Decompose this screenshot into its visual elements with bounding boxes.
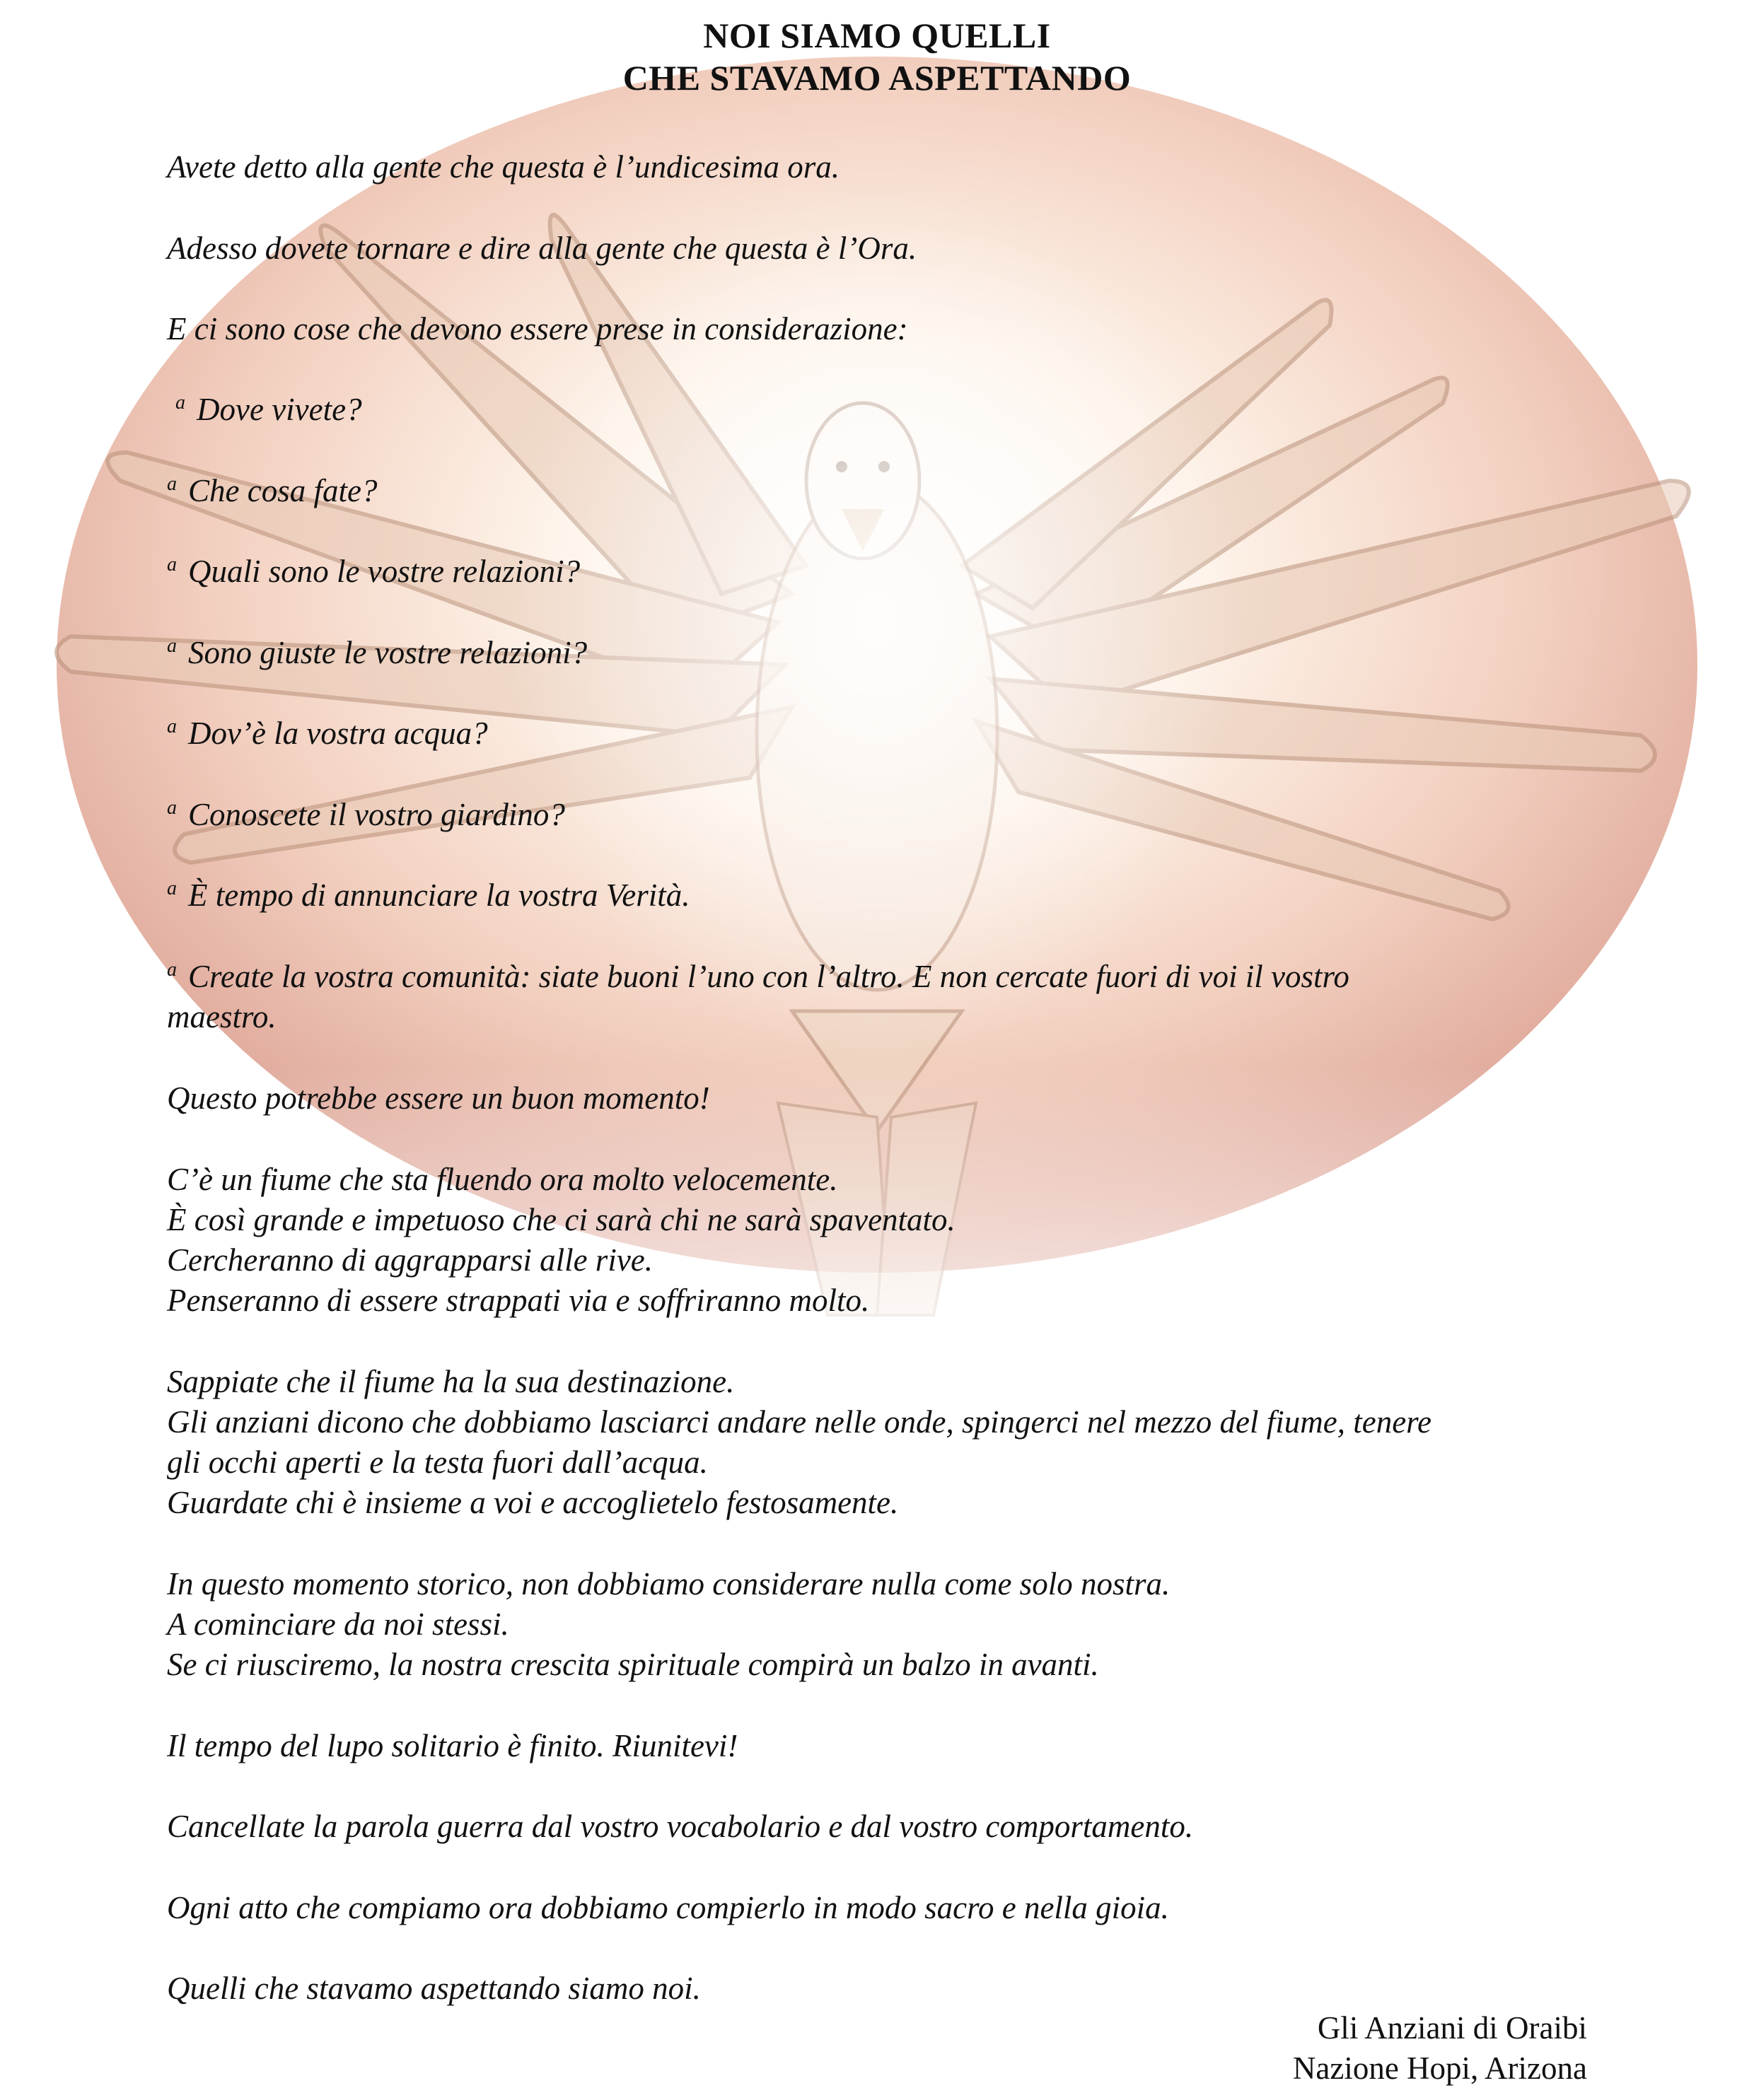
line: Ogni atto che compiamo ora dobbiamo compierlo in modo sacro e nella gioia. (167, 1890, 1169, 1925)
bullet-marker: a (175, 392, 185, 414)
signature-line-2: Nazione Hopi, Arizona (1292, 2051, 1587, 2086)
line: Gli anziani dicono che dobbiamo lasciarci andare nelle onde, spingerci nel mezzo del fiume, tenere (167, 1404, 1431, 1440)
bullet-marker: a (167, 959, 177, 981)
list-item (167, 471, 1596, 515)
line: In questo momento storico, non dobbiamo considerare nulla come solo nostra. (167, 1566, 1171, 1602)
list-item (167, 957, 1596, 1001)
list-item (167, 875, 1596, 920)
line: Il tempo del lupo solitario è finito. Riunitevi! (167, 1728, 738, 1763)
line: Guardate chi è insieme a voi e accoglietelo festosamente. (167, 1485, 899, 1520)
bullet-marker: a (167, 797, 177, 819)
line: Se ci riusciremo, la nostra crescita spirituale compirà un balzo in avanti. (167, 1647, 1099, 1682)
list-item-text: Conoscete il vostro giardino? (188, 797, 565, 832)
line: Cancellate la parola guerra dal vostro vocabolario e dal vostro comportamento. (167, 1809, 1194, 1844)
paragraph: Avete detto alla gente che questa è l’undicesima ora. (167, 149, 840, 185)
line: Quelli che stavamo aspettando siamo noi. (167, 1971, 701, 2006)
bullet-marker: a (167, 473, 177, 495)
list-item (167, 795, 1596, 839)
bullet-marker: a (167, 877, 177, 899)
paragraph: Adesso dovete tornare e dire alla gente che questa è l’Ora. (167, 231, 917, 266)
page-title-line-1: NOI SIAMO QUELLI (703, 16, 1051, 55)
line: gli occhi aperti e la testa fuori dall’acqua. (167, 1445, 708, 1480)
line: Cercheranno di aggrapparsi alle rive. (167, 1242, 654, 1278)
bullet-marker: a (167, 635, 177, 657)
list-item (167, 713, 1596, 758)
page-title-line-2: CHE STAVAMO ASPETTANDO (622, 58, 1132, 98)
paragraph: E ci sono cose che devono essere prese in considerazione: (167, 311, 908, 346)
list-item-text: Dove vivete? (197, 392, 362, 427)
list-item-text: Create la vostra comunità: siate buoni l’uno con l’altro. E non cercate fuori di voi il vostro (188, 959, 1349, 994)
line: Questo potrebbe essere un buon momento! (167, 1080, 710, 1116)
bullet-marker: a (167, 554, 177, 576)
list-item-text: È tempo di annunciare la vostra Verità. (188, 877, 690, 913)
list-item-text: Quali sono le vostre relazioni? (188, 554, 581, 589)
list-item-text: Che cosa fate? (188, 473, 378, 508)
line: È così grande e impetuoso che ci sarà chi ne sarà spaventato. (167, 1202, 956, 1237)
list-item (167, 633, 1596, 677)
line: A cominciare da noi stessi. (167, 1606, 509, 1642)
signature-line-1: Gli Anziani di Oraibi (1317, 2010, 1587, 2046)
line: Sappiate che il fiume ha la sua destinazione. (167, 1364, 735, 1399)
line: Penseranno di essere strappati via e soffriranno molto. (167, 1283, 870, 1318)
list-item-text: Sono giuste le vostre relazioni? (188, 635, 588, 670)
line: C’è un fiume che sta fluendo ora molto velocemente. (167, 1162, 838, 1197)
list-item-continuation: maestro. (167, 999, 277, 1034)
list-item (167, 552, 1596, 596)
list-item-text: Dov’è la vostra acqua? (188, 716, 488, 751)
bullet-marker: a (167, 716, 177, 737)
list-item (175, 390, 1604, 434)
